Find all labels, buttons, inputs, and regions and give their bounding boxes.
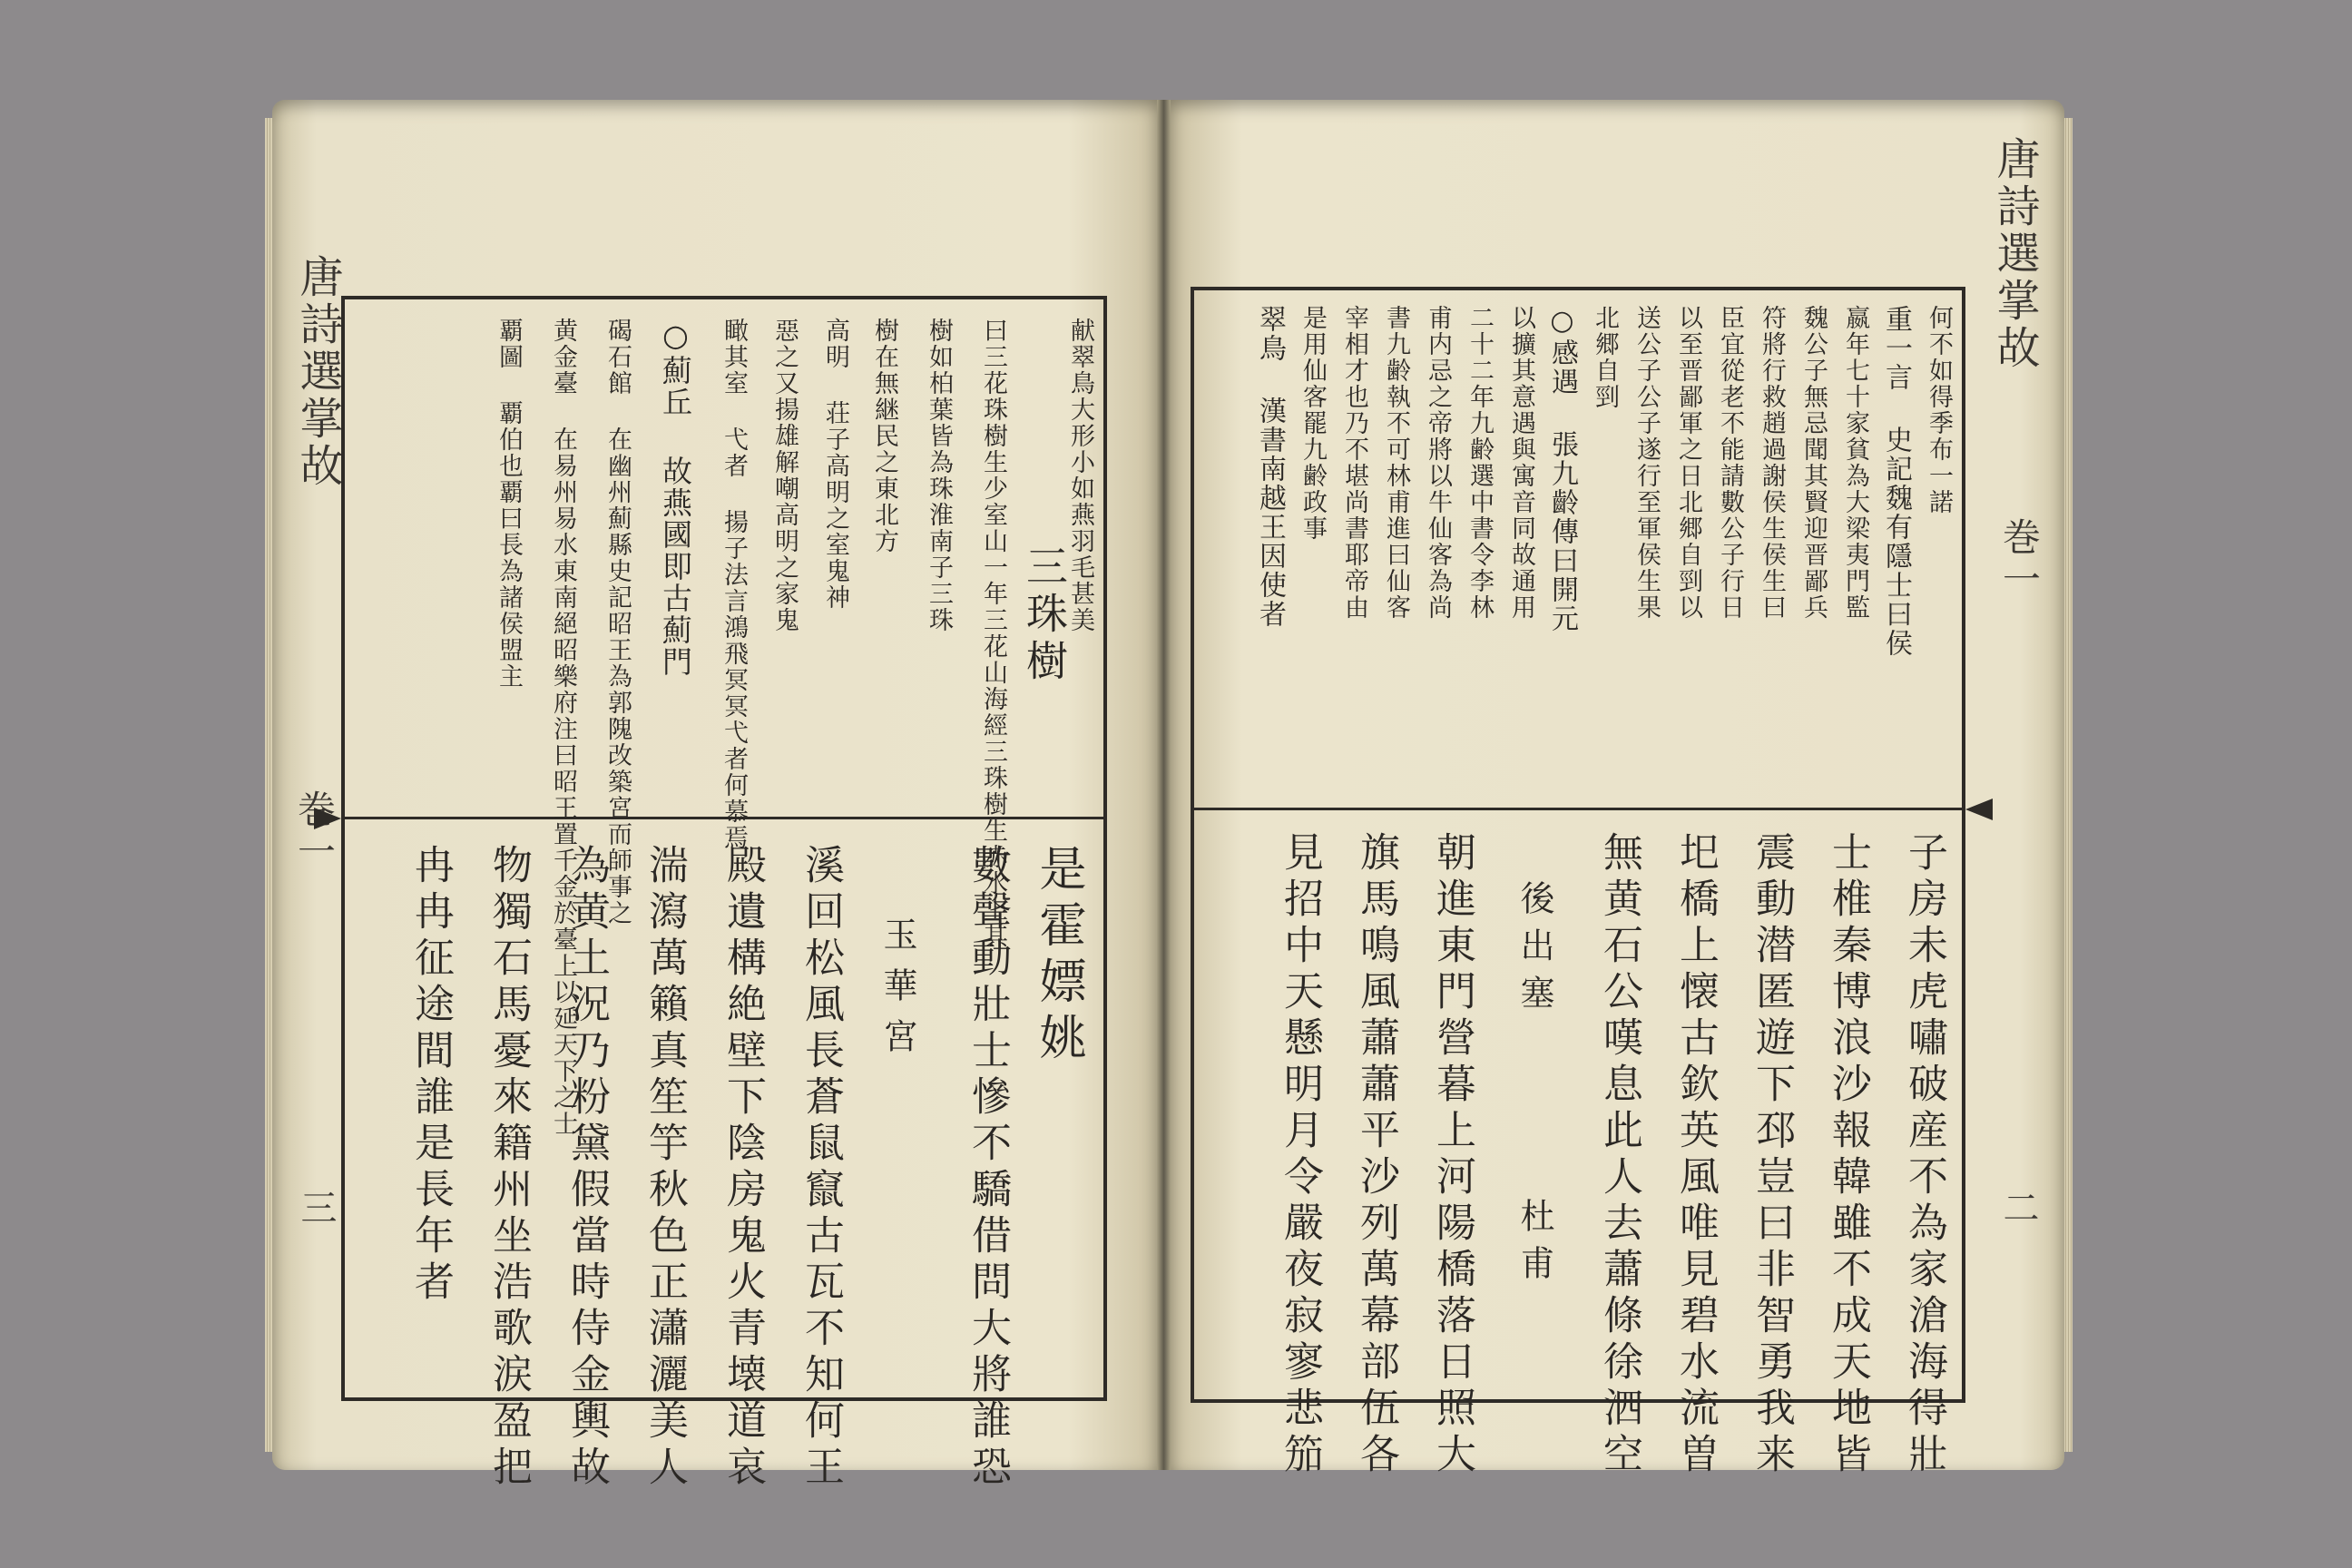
poem-author: 杜甫	[1514, 1198, 1554, 1292]
headnote-column: 以至晋鄙軍之日北郷自剄以	[1674, 305, 1702, 621]
headnote-column: 樹如柏葉皆為珠淮南子三珠	[925, 318, 953, 633]
left-folio: 三	[295, 1189, 337, 1225]
headnote-column: 甫内忌之帝將以牛仙客為尚	[1424, 305, 1452, 621]
headnote-column: 何不如得季布一諾	[1925, 305, 1953, 515]
left-volume-label: 巻一	[292, 789, 337, 873]
headnote-column: 北郷自剄	[1591, 305, 1619, 410]
headnote-column: 覇圖 覇伯也覇曰長為諸侯盟主	[495, 318, 523, 690]
headnote-column: 曰三花珠樹生少室山一年三花山海經三珠樹生赤水上其	[979, 318, 1007, 949]
headnote-column: 符將行救趙過謝侯生侯生曰	[1758, 305, 1786, 621]
left-page	[272, 100, 1157, 1492]
headnote-heading: 三珠樹	[1020, 544, 1069, 686]
headnote-column: 魏公子無忌聞其賢迎晋鄙兵	[1799, 305, 1828, 621]
headnote-column: 献翠鳥大形小如燕羽毛甚美	[1066, 318, 1094, 633]
headnote-column: 書九齢執不可林甫進曰仙客	[1382, 305, 1410, 621]
headnote-column: 黄金臺 在易州易水東南絕昭樂府注曰昭王置千金於臺上以延天下之士	[549, 318, 577, 1137]
right-folio: 二	[1997, 1189, 2039, 1225]
headnote-column: 以擴其意遇與寓音同故通用	[1507, 305, 1535, 621]
headnote-divider	[1194, 808, 1962, 810]
poem-column: 數聲動壯士慘不驕借問大將誰恐	[965, 844, 1011, 1492]
headnote-column: 碣石館 在幽州薊縣史記昭王為郭隗改築宮而師事之	[603, 318, 632, 926]
headnote-column: 樹在無継民之東北方	[870, 318, 898, 554]
poem-column: 殿遺構絶壁下陰房鬼火青壊道哀	[720, 844, 766, 1492]
headnote-column: 惡之又揚雄解嘲高明之家鬼	[770, 318, 799, 633]
headnote-column: 是用仙客罷九齢政事	[1298, 305, 1327, 542]
poem-title: 玉華宮	[877, 916, 917, 1069]
right-margin-title: 唐詩選掌故	[1989, 136, 2040, 372]
right-text-frame	[1191, 287, 1965, 1479]
headnote-column: 二十二年九齢選中書令李林	[1465, 305, 1494, 621]
headnote-column: 嬴年七十家貧為大梁夷門監	[1841, 305, 1869, 621]
poem-column: 朝進東門營暮上河陽橋落日照大	[1429, 831, 1475, 1479]
poem-column: 為黄土況乃粉黛假當時侍金輿故	[564, 844, 610, 1492]
fishtail-mark	[314, 808, 341, 829]
headnote-column: 宰相才也乃不堪尚書耶帝由	[1340, 305, 1368, 621]
poem-column: 圯橋上懐古欽英風唯見碧水流曽	[1672, 831, 1719, 1479]
headnote-column: ○薊丘 故燕國即古薊門	[658, 318, 693, 678]
poem-title: 後出塞	[1514, 880, 1554, 1022]
headnote-heading: ○感遇 張九齡傳曰開元	[1546, 305, 1578, 633]
poem-column: 物獨石馬憂來籍州坐浩歌涙盈把	[485, 844, 532, 1492]
poem-column: 子房未虎嘯破産不為家滄海得壯	[1901, 831, 1947, 1479]
poem-column: 溪回松風長蒼鼠竄古瓦不知何王	[798, 844, 844, 1492]
book-gutter	[1157, 100, 1171, 1470]
poem-column: 是霍嫖姚	[1031, 844, 1085, 1069]
headnote-heading: 翠鳥 漢書南越王因使者	[1254, 305, 1286, 629]
poem-column: 震動潜匿遊下邳豈曰非智勇我来	[1749, 831, 1795, 1479]
poem-column: 無黄石公嘆息此人去蕭條徐泗空	[1596, 831, 1642, 1479]
left-margin-title: 唐詩選掌故	[292, 254, 343, 490]
right-page	[1171, 100, 2064, 1479]
headnote-column: 臣宜從老不能請數公子行日	[1716, 305, 1744, 621]
poem-column: 見招中天懸明月令嚴夜寂寥悲笳	[1277, 831, 1323, 1479]
headnote-column: 高明 荘子高明之室鬼神	[821, 318, 849, 611]
headnote-heading: 重一言 史記魏有隱士曰侯	[1880, 305, 1912, 658]
right-volume-label: 巻一	[1997, 517, 2042, 601]
open-book	[272, 91, 2064, 1492]
fishtail-mark	[1965, 799, 1993, 820]
poem-column: 湍瀉萬籟真笙竽秋色正瀟灑美人	[642, 844, 688, 1492]
poem-column: 冉冉征途間誰是長年者	[407, 844, 454, 1307]
left-text-frame	[341, 296, 1107, 1492]
headnote-column: 送公子公子遂行至軍侯生果	[1632, 305, 1661, 621]
headnote-column: 瞰其室 弋者 揚子法言鴻飛冥冥弋者何慕焉	[720, 318, 748, 851]
poem-column: 旗馬鳴風蕭蕭平沙列萬幕部伍各	[1353, 831, 1399, 1479]
poem-column: 士椎秦博浪沙報韓雖不成天地皆	[1825, 831, 1871, 1479]
